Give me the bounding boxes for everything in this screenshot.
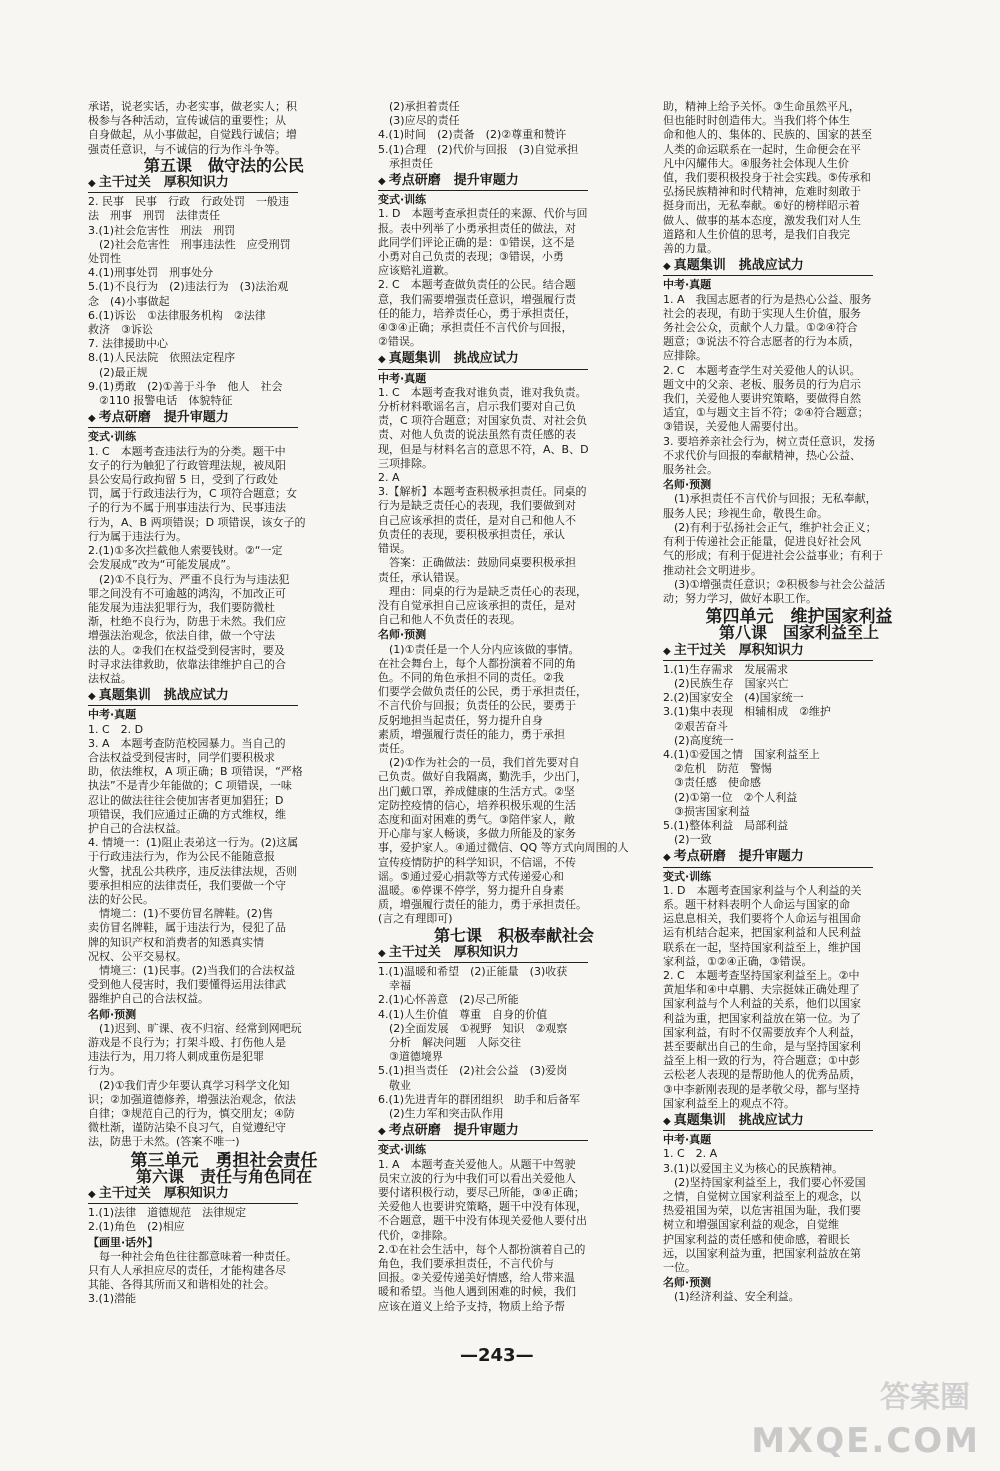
- section-heading: [663, 1114, 873, 1131]
- lesson-title: 第六课 责任与角色同在: [135, 1166, 312, 1186]
- text-line: 3. A 本题考查防范校园暴力。当自己的: [88, 736, 286, 750]
- text-line: 违法行为，用刀将人刺成重伤是犯罪: [88, 1050, 264, 1064]
- text-line: 罪之间没有不可逾越的鸿沟，不加改正可: [88, 586, 286, 600]
- text-line: 卖仿冒名牌鞋，属于违法行为，侵犯了品: [88, 921, 286, 935]
- text-line: 热爱祖国为荣，以危害祖国为耻，我们要: [663, 1204, 861, 1218]
- sub-heading: 变式·训练: [378, 1143, 427, 1157]
- sub-heading: 中考·真题: [663, 1133, 712, 1147]
- text-line: 法 刑事 刑罚 法律责任: [88, 209, 220, 223]
- diamond-icon: ◆: [88, 691, 96, 703]
- text-line: 责，C 项符合题意；对国家负责、对社会负: [378, 414, 588, 428]
- text-line: 责任。: [378, 741, 411, 755]
- watermark-url: MXQE.COM: [751, 1421, 980, 1461]
- text-line: ③错误，关爱他人需要付出。: [663, 420, 805, 434]
- text-line: 每一种社会角色往往都意味着一种责任。: [88, 1249, 297, 1263]
- text-line: 凡中闪耀伟大。④服务社会体现人生价: [663, 156, 849, 170]
- text-line: 事，爱护家人。④通过微信、QQ 等方式向周围的人: [378, 841, 629, 855]
- text-line: (1)迟到、旷课、夜不归宿、经常到网吧玩: [88, 1021, 302, 1035]
- text-line: 救济 ③诉讼: [88, 323, 153, 337]
- text-line: 受到他人侵害时，我们要懂得运用法律武: [88, 978, 286, 992]
- text-line: 罚，属于行政违法行为，C 项符合题意；女: [88, 487, 298, 501]
- text-line: 不合题意，题干中没有体现关爱他人要付出: [378, 1214, 587, 1228]
- text-line: (2)①我们青少年要认真学习科学文化知: [88, 1078, 290, 1092]
- text-line: 法的人。②我们在权益受到侵害时，要及: [88, 643, 285, 657]
- text-line: 2. C 本题考查做负责任的公民。结合题: [378, 278, 576, 292]
- text-line: 系。题干材料表明个人命运与国家的命: [663, 897, 850, 911]
- text-line: 此同学们评论正确的是：①错误，这不是: [378, 235, 575, 249]
- text-line: 1. C 本题考查我对谁负责，谁对我负责。: [378, 385, 587, 399]
- text-line: 值，我们要积极投身于社会实践。⑤传承和: [663, 171, 871, 185]
- text-line: ③中李新刚表现的是孝敬父母，都与坚持: [663, 1082, 860, 1096]
- text-line: 3. 要培养亲社会行为，树立责任意识，发扬: [663, 434, 875, 448]
- section-heading: [88, 176, 298, 193]
- text-line: 们要学会做负责任的公民，勇于承担责任，: [378, 685, 587, 699]
- text-line: 法的好公民。: [88, 892, 154, 906]
- text-line: (2)①不良行为、严重不良行为与违法犯: [88, 572, 290, 586]
- text-line: 7. 法律援助中心: [88, 337, 168, 351]
- text-line: 护自己的合法权益。: [88, 821, 187, 835]
- text-line: 在社会舞台上，每个人都扮演着不同的角: [378, 656, 576, 670]
- sub-heading: 名师·预测: [88, 1007, 137, 1021]
- diamond-icon: ◆: [88, 1189, 96, 1201]
- text-line: (2)高度统一: [663, 733, 734, 747]
- text-line: 4.(1)时间 (2)责备 (2)②尊重和赞许: [378, 128, 567, 142]
- text-line: 2.(1)①多次拦截他人索要钱财。②“一定: [88, 544, 283, 558]
- text-line: 6.(1)诉讼 ①法律服务机构 ②法律: [88, 308, 266, 322]
- text-line: 要付诸积极行动，要尽己所能，③④正确；: [378, 1186, 585, 1200]
- text-line: 情境二：(1)不要仿冒名牌鞋。(2)售: [88, 907, 274, 921]
- section-heading-text: 主干过关 厚积知识力: [98, 1186, 229, 1202]
- text-line: 关爱他人也要讲究策略，题干中没有体现，: [378, 1200, 587, 1214]
- text-line: 宣传疫情防护的科学知识，不信谣，不传: [378, 855, 576, 869]
- text-line: 其能、各得其所而又和谐相处的社会。: [88, 1278, 275, 1292]
- text-line: 答案：正确做法：鼓励同桌要积极承担: [378, 556, 576, 570]
- section-heading-text: 主干过关 厚积知识力: [388, 944, 519, 960]
- diamond-icon: ◆: [88, 178, 96, 190]
- text-line: 行为是缺乏责任心的表现，我们要做到对: [378, 499, 576, 513]
- text-line: 6.(1)先进青年的群团组织 助手和后备军: [378, 1092, 581, 1106]
- text-line: 项错误，我们应通过正确的方式维权，维: [88, 807, 286, 821]
- text-line: 云松老人表现的是帮助他人的优秀品质，: [663, 1068, 861, 1082]
- text-line: 能发展为违法犯罪行为，我们要防微杜: [88, 600, 275, 614]
- section-heading: [378, 946, 588, 963]
- section-heading: [663, 644, 873, 661]
- text-line: 回报。②关爱传递美好情感，给人带来温: [378, 1271, 575, 1285]
- text-line: 1. C 2. D: [88, 722, 144, 736]
- text-line: 现，但是与材料名言的意思不符，A、B、D: [378, 442, 589, 456]
- text-line: 1. A 我国志愿者的行为是热心公益、服务: [663, 292, 872, 306]
- text-line: 2.(1)心怀善意 (2)尽己所能: [378, 993, 519, 1007]
- text-line: 务社会公众，贡献个人力量。①②④符合: [663, 321, 858, 335]
- text-line: ③责任感 使命感: [663, 776, 761, 790]
- section-heading: [378, 1124, 588, 1141]
- text-line: 2. 民事 民事 行政 行政处罚 一般违: [88, 195, 289, 209]
- text-line: 1. A 本题考查关爱他人。从题干中驾驶: [378, 1157, 576, 1171]
- text-line: 1.(1)温暖和希望 (2)正能量 (3)收获: [378, 964, 568, 978]
- section-heading: [663, 259, 873, 276]
- text-line: 态度和面对困难的勇气。③陪伴家人，敞: [378, 812, 575, 826]
- text-line: (2)生力军和突击队作用: [378, 1107, 504, 1121]
- text-line: 4. 情境一：(1)阻止表弟这一行为。(2)这属: [88, 836, 299, 850]
- text-line: 联系在一起，坚持国家利益至上，维护国: [663, 940, 861, 954]
- text-line: 5.(1)担当责任 (2)社会公益 (3)爱岗: [378, 1064, 568, 1078]
- text-line: 牌的知识产权和消费者的知悉真实情: [88, 935, 264, 949]
- text-line: 5.(1)整体利益 局部利益: [663, 818, 789, 832]
- text-line: 报。表中列举了小勇承担责任的做法，对: [378, 221, 576, 235]
- text-line: 应该赔礼道歉。: [378, 264, 455, 278]
- text-line: 敬业: [378, 1078, 411, 1092]
- text-line: 渐，杜绝不良行为，防患于未然。我们应: [88, 615, 286, 629]
- section-heading-text: 真题集训 挑战应试力: [98, 688, 229, 704]
- text-line: 甚至要献出自己的生命，是与坚持国家利: [663, 1040, 861, 1053]
- text-line: 器维护自己的合法权益。: [88, 992, 209, 1006]
- section-heading-text: 主干过关 厚积知识力: [98, 175, 229, 191]
- text-line: 执法”不是青少年能做的；C 项错误，一味: [88, 779, 292, 793]
- text-line: 子的行为不属于刑事违法行为、民事违法: [88, 501, 286, 515]
- text-line: 2. C 本题考查学生对关爱他人的认识。: [663, 363, 861, 377]
- text-line: 分析 解决问题 人际交往: [378, 1036, 521, 1049]
- text-line: 法权益。: [88, 671, 132, 685]
- text-line: 4.(1)刑事处罚 刑事处分: [88, 266, 214, 280]
- text-line: 动；努力学习，做好本职工作。: [663, 591, 817, 605]
- text-line: 气的形成；有利于促进社会公益事业；有利于: [663, 549, 883, 563]
- text-line: 2. A: [378, 471, 400, 485]
- text-line: (2)有利于弘扬社会正气，维护社会正义；: [663, 520, 877, 534]
- text-line: ②危机 防范 警惕: [663, 762, 772, 776]
- text-line: 温暖。⑥停课不停学，努力提升自身素: [378, 883, 564, 897]
- text-line: 定防控疫情的信心，培养积极乐观的生活: [378, 798, 576, 812]
- text-line: (2)民族生存 国家兴亡: [663, 676, 789, 690]
- text-line: 善的力量。: [663, 242, 718, 256]
- text-line: 识；②加强道德修养，增强法治观念，依法: [88, 1092, 296, 1106]
- diamond-icon: ◆: [378, 176, 386, 188]
- sub-heading: 中考·真题: [378, 371, 427, 385]
- text-line: 3.(1)社会危害性 刑法 刑罚: [88, 223, 236, 237]
- text-line: (2)承担着责任: [378, 100, 460, 113]
- section-heading-text: 考点研磨 提升审题力: [388, 1123, 519, 1139]
- section-heading: [88, 411, 298, 428]
- text-line: 三项排除。: [378, 456, 433, 470]
- diamond-icon: ◆: [663, 1116, 671, 1128]
- text-line: 护国家利益的责任感和使命感，着眼长: [663, 1232, 850, 1246]
- text-line: 1. D 本题考查国家利益与个人利益的关: [663, 883, 862, 897]
- text-line: 1.(1)法律 道德规范 法律规定: [88, 1206, 247, 1220]
- lesson-title: 第八课 国家利益至上: [718, 623, 879, 643]
- text-line: 题意；③说法不符合志愿者的行为本质，: [663, 335, 860, 349]
- text-line: 分析材料歌谣名言，启示我们要对自己负: [378, 400, 576, 414]
- text-line: 挺身而出，无私奉献。⑥好的榜样昭示着: [663, 199, 860, 213]
- text-line: 树立和增强国家利益的观念，自觉维: [663, 1218, 839, 1232]
- text-line: 责任，承认错误。: [378, 570, 466, 584]
- text-line: 反躬地担当起责任，努力提升自身: [378, 713, 543, 727]
- sub-heading: 名师·预测: [663, 1276, 712, 1290]
- text-line: 自己和他人不负责任的表现。: [378, 613, 521, 627]
- text-line: 1. C 2. A: [663, 1147, 718, 1161]
- diamond-icon: ◆: [378, 947, 386, 959]
- lesson-title: 第五课 做守法的公民: [143, 155, 304, 175]
- text-line: 没有自觉承担自己应该承担的责任，是对: [378, 598, 576, 612]
- text-line: 3.【解析】本题考查积极承担责任。同桌的: [378, 485, 587, 499]
- text-line: 黄旭华和④中卓鹏、夫宗挺妹正确处理了: [663, 983, 860, 997]
- section-heading: [88, 689, 298, 706]
- text-line: 但也能时时创造伟大。当我们将个体生: [663, 114, 850, 128]
- text-line: 处罚性: [88, 252, 121, 266]
- text-line: 人类的命运联系在一起时，生命便会在平: [663, 142, 861, 156]
- text-line: 只有人人承担应尽的责任，才能构建各尽: [88, 1264, 286, 1278]
- text-line: (2)最正规: [88, 365, 148, 379]
- text-line: 2.(1)角色 (2)相应: [88, 1220, 185, 1234]
- text-line: 3.(1)集中表现 相辅相成 ②维护: [663, 705, 831, 719]
- text-line: 合法权益受到侵害时，同学们要积极求: [88, 750, 275, 764]
- text-line: 女子的行为触犯了行政管理法规，被凤阳: [88, 458, 286, 472]
- text-line: 火警，扰乱公共秩序，违反法律法规，否则: [88, 864, 297, 878]
- unit-title: 第三单元 勇担社会责任: [130, 1150, 318, 1171]
- text-line: 运有机结合起来，把国家利益和人民利益: [663, 926, 861, 940]
- watermark-logo-text: 答案圈: [880, 1380, 970, 1415]
- text-line: 5.(1)合理 (2)代价与回报 (3)自觉承担: [378, 142, 579, 156]
- text-line: (2)社会危害性 刑事违法性 应受刑罚: [88, 237, 291, 251]
- text-line: 道路和人生价值的思考，是我们自我完: [663, 227, 850, 241]
- text-line: 出门戴口罩，养成健康的生活方式。②坚: [378, 784, 575, 798]
- text-line: 理由：同桌的行为是缺乏责任心的表现，: [378, 584, 587, 598]
- text-line: ②110 报警电话 体貌特征: [88, 394, 233, 408]
- text-line: ②错误。: [378, 335, 421, 349]
- text-line: ②艰苦奋斗: [663, 719, 728, 733]
- text-line: 自律；③规范自己的行为，慎交朋友；④防: [88, 1107, 295, 1121]
- text-line: 2.①在社会生活中，每个人都扮演着自己的: [378, 1242, 586, 1256]
- answer-page: [88, 100, 948, 1410]
- text-line: 况权、公平交易权。: [88, 949, 187, 963]
- text-line: 不求代价与回报的奉献精神，热心公益、: [663, 448, 861, 462]
- text-line: (2)坚持国家利益至上，我们要心怀爱国: [663, 1175, 866, 1189]
- text-line: 行为，A、B 两项错误；D 项错误，该女子的: [88, 515, 306, 529]
- text-line: 行为属于违法行为。: [88, 529, 187, 543]
- text-line: 会发展成”改为“可能发展成”。: [88, 558, 238, 572]
- text-line: 极参与各种活动，宣传诚信的重要性；从: [88, 114, 286, 128]
- diamond-icon: ◆: [378, 354, 386, 366]
- text-line: 应排除。: [663, 349, 707, 363]
- text-line: 承担责任: [378, 156, 433, 170]
- text-line: 不言代价与回报；负责任的公民，要勇于: [378, 699, 576, 713]
- text-line: 适宜，①与题文主旨不符；②④符合题意；: [663, 406, 869, 420]
- text-line: (1)经济利益、安全利益。: [663, 1290, 800, 1304]
- text-line: 开心扉与家人畅谈，多做力所能及的家务: [378, 827, 576, 841]
- text-line: 运息息相关，我们要将个人命运与祖国命: [663, 912, 861, 926]
- text-line: 4.(1)人生价值 尊重 自身的价值: [378, 1007, 548, 1021]
- text-line: 暖和希望。当他人遇到困难的时候，我们: [378, 1285, 576, 1299]
- diamond-icon: ◆: [663, 645, 671, 657]
- text-line: 社会的表现，有助于实现人生价值，服务: [663, 306, 861, 320]
- text-line: 有利于传递社会正能量，促进良好社会风: [663, 535, 861, 549]
- section-heading: [88, 1187, 298, 1204]
- text-line: 忍让的做法往往会使加害者更加猖狂；D: [88, 793, 284, 807]
- section-heading: [378, 352, 588, 369]
- diamond-icon: ◆: [663, 852, 671, 864]
- section-heading-text: 考点研磨 提升审题力: [673, 849, 804, 865]
- text-line: 色。不同的角色承担不同的责任。②我: [378, 670, 564, 684]
- text-line: 承诺，说老实话，办老实事，做老实人；积: [88, 100, 297, 113]
- text-line: 负责任的表现，要积极承担责任，承认: [378, 527, 565, 541]
- text-line: 弘扬民族精神和时代精神，危难时刻敢于: [663, 185, 861, 199]
- text-line: 素质，增强履行责任的能力，勇于承担: [378, 727, 565, 741]
- text-line: 2. C 本题考查坚持国家利益至上。②中: [663, 968, 860, 982]
- text-line: (3)应尽的责任: [378, 114, 460, 128]
- section-heading-text: 真题集训 挑战应试力: [673, 258, 804, 274]
- text-line: 微杜渐，谨防沾染不良习气，自觉遵纪守: [88, 1121, 286, 1135]
- text-line: (2)一致: [663, 833, 712, 847]
- column-right: [663, 100, 935, 1305]
- text-line: 远，以国家利益为重，把国家利益放在第: [663, 1246, 861, 1260]
- text-line: 员宋立波的行为中我们可以看出关爱他人: [378, 1171, 576, 1185]
- text-line: 国家利益与个人利益的关系，他们以国家: [663, 997, 861, 1011]
- text-line: 小勇对自己负责的表现；③错误，小勇: [378, 250, 564, 264]
- sub-heading: 中考·真题: [663, 278, 712, 292]
- text-line: 角色，我们要承担责任，不言代价与: [378, 1257, 554, 1271]
- section-heading-text: 真题集训 挑战应试力: [388, 351, 519, 367]
- sub-heading: 中考·真题: [88, 708, 137, 722]
- text-line: 谣。⑤通过爱心捐款等方式传递爱心和: [378, 869, 564, 883]
- text-line: 意，我们需要增强责任意识，增强履行责: [378, 292, 576, 306]
- text-line: 幸福: [378, 979, 411, 993]
- text-line: ③道德境界: [378, 1050, 443, 1064]
- diamond-icon: ◆: [663, 261, 671, 273]
- diamond-icon: ◆: [378, 1126, 386, 1138]
- section-heading: [378, 174, 588, 191]
- text-line: 助，精神上给予关怀。③生命虽然平凡，: [663, 100, 860, 113]
- text-line: ④③④正确；承担责任不言代价与回报，: [378, 321, 573, 335]
- text-line: 利益为重，把国家利益放在第一位。为了: [663, 1011, 861, 1025]
- sub-heading: 名师·预测: [378, 628, 427, 642]
- text-line: 责、对他人负责的说法虽然有责任感的表: [378, 428, 576, 442]
- section-heading-text: 真题集训 挑战应试力: [673, 1113, 804, 1129]
- column-left: [88, 100, 360, 1307]
- text-line: 自己应该承担的责任，是对自己和他人不: [378, 513, 576, 527]
- column-middle: [378, 100, 650, 1314]
- text-line: 服务社会。: [663, 463, 718, 477]
- text-line: 4.(1)①爱国之情 国家利益至上: [663, 747, 820, 761]
- text-line: 国家利益，有时不仅需要放弃个人利益，: [663, 1025, 861, 1039]
- section-heading-text: 考点研磨 提升审题力: [98, 410, 229, 426]
- text-line: 应该在道义上给予支持，物质上给予帮: [378, 1299, 565, 1313]
- lesson-title: 第七课 积极奉献社会: [433, 925, 594, 945]
- text-line: 服务人民；珍视生命，敬畏生命。: [663, 506, 828, 520]
- text-line: 1. D 本题考查承担责任的来源、代价与回: [378, 207, 588, 221]
- text-line: 5.(1)不良行为 (2)违法行为 (3)法治观: [88, 280, 289, 294]
- text-line: 做人、做事的基本态度，激发我们对人生: [663, 213, 861, 227]
- text-line: 2.(2)国家安全 (4)国家统一: [663, 691, 804, 705]
- text-line: 一位。: [663, 1261, 696, 1275]
- text-line: 县公安局行政拘留 5 日，受到了行政处: [88, 473, 278, 487]
- sub-heading: 变式·训练: [378, 193, 427, 207]
- text-line: 强责任意识，与不诚信的行为作斗争等。: [88, 142, 286, 156]
- text-line: 增强法治观念，依法自律，做一个守法: [88, 629, 275, 643]
- text-line: 家利益，①②④正确，③错误。: [663, 954, 813, 968]
- sub-heading: 名师·预测: [663, 478, 712, 492]
- text-line: 9.(1)勇敢 (2)①善于斗争 他人 社会: [88, 379, 283, 393]
- text-line: 3.(1)潜能: [88, 1292, 137, 1306]
- text-line: 行为。: [88, 1064, 121, 1078]
- page-number: —243—: [460, 1345, 534, 1366]
- section-heading-text: 考点研磨 提升审题力: [388, 173, 519, 189]
- text-line: 3.(1)以爱国主义为核心的民族精神。: [663, 1161, 844, 1175]
- unit-title: 第四单元 维护国家利益: [705, 607, 893, 628]
- text-line: 念 (4)小事做起: [88, 294, 170, 308]
- text-line: (2)全面发展 ①视野 知识 ②观察: [378, 1021, 568, 1035]
- section-heading: [663, 850, 873, 867]
- sub-heading: 变式·训练: [88, 430, 137, 444]
- text-line: (言之有理即可): [378, 912, 453, 926]
- text-line: 1. C 本题考查违法行为的分类。题干中: [88, 444, 286, 458]
- text-line: (2)①作为社会的一员，我们首先要对自: [378, 756, 580, 770]
- text-line: ③损害国家利益: [663, 804, 750, 818]
- text-line: (2)①第一位 ②个人利益: [663, 790, 798, 804]
- sub-heading: 变式·训练: [663, 869, 712, 883]
- text-line: 自身做起，从小事做起，自觉践行诚信；增: [88, 128, 297, 142]
- text-line: 1.(1)生存需求 发展需求: [663, 662, 789, 676]
- diamond-icon: ◆: [88, 413, 96, 425]
- text-line: 错误。: [378, 542, 411, 556]
- text-line: (1)①责任是一个人分内应该做的事情。: [378, 642, 580, 656]
- text-line: 国家利益至上的观点不符。: [663, 1096, 795, 1110]
- text-line: (3)①增强责任意识；②积极参与社会公益活: [663, 577, 886, 591]
- text-line: 之情，自觉树立国家利益至上的观念，以: [663, 1190, 861, 1204]
- text-line: 游戏是不良行为；打架斗殴、打伤他人是: [88, 1036, 286, 1049]
- text-line: 命和他人的、集体的、民族的、国家的甚至: [663, 128, 872, 142]
- text-line: 时寻求法律救助，依靠法律维护自己的合: [88, 657, 286, 671]
- text-line: (1)承担责任不言代价与回报；无私奉献，: [663, 492, 877, 506]
- text-line: 8.(1)人民法院 依照法定程序: [88, 351, 236, 365]
- text-line: 我们，关爱他人要讲究策略，要做得自然: [663, 392, 861, 406]
- text-line: 要承担相应的法律责任，我们要做一个守: [88, 878, 286, 892]
- section-heading-text: 主干过关 厚积知识力: [673, 642, 804, 658]
- text-line: 任的能力，培养责任心，勇于承担责任，: [378, 306, 576, 320]
- sub-heading: 【画里·话外】: [88, 1235, 159, 1249]
- text-line: 推动社会文明进步。: [663, 563, 762, 577]
- text-line: 益至上相一致的行为，符合题意；①中彭: [663, 1054, 860, 1068]
- text-line: 法，防患于未然。(答案不唯一): [88, 1135, 240, 1149]
- text-line: 助，依法维权，A 项正确；B 项错误，“严格: [88, 765, 303, 779]
- text-line: 代价，②排除。: [378, 1228, 454, 1242]
- text-line: 题文中的父亲、老板、服务员的行为启示: [663, 377, 861, 391]
- text-line: 于行政违法行为，作为公民不能随意报: [88, 850, 275, 864]
- text-line: 己负责。做好自我隔离，勤洗手，少出门，: [378, 770, 587, 784]
- text-line: 质，增强履行责任的能力，勇于承担责任。: [378, 898, 587, 912]
- text-line: 情境三：(1)民事。(2)当我们的合法权益: [88, 963, 296, 977]
